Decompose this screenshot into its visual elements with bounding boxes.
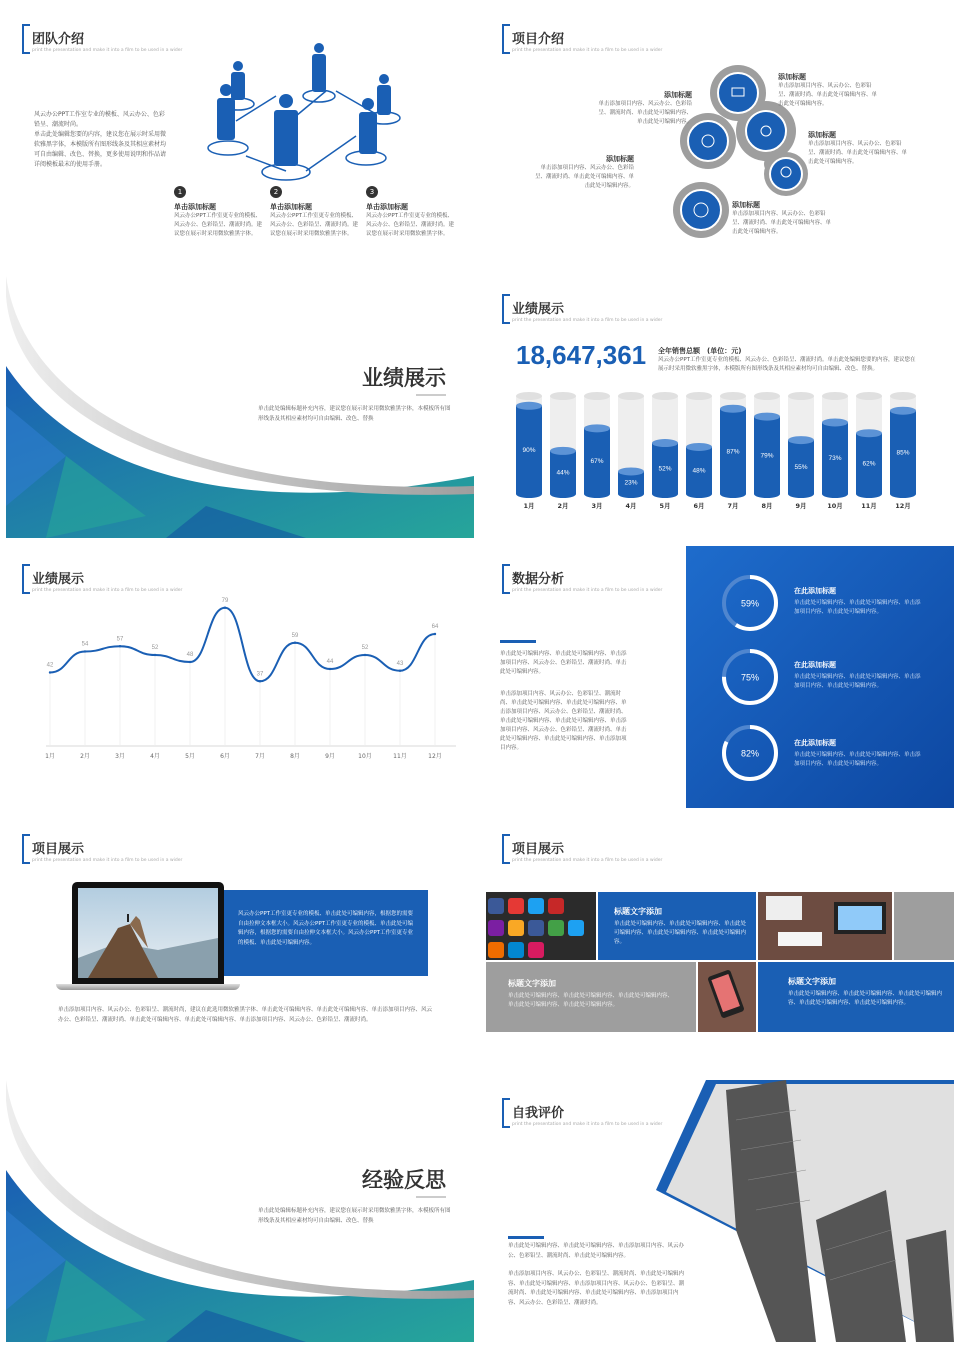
node-text: 单击添加项目内容、风云办公、色彩铅呈、潮流时尚、单击此处可编辑内容、单击此处可编辑内容。: [534, 165, 634, 189]
mountain-photo: [78, 888, 218, 978]
slide-data-analysis: [486, 546, 954, 808]
section-text: 单击此处编辑标题补充内容，建议您在展示时采用微软雅黑字体，本模板所有图形线条及其相应素材均可自由编辑、改色、替换: [258, 406, 451, 422]
slide-title: 团队介绍: [32, 32, 85, 47]
slide-title: 数据分析: [512, 572, 565, 587]
section-title: 业绩展示: [362, 366, 446, 390]
ring-title: 在此添加标题: [794, 661, 836, 669]
slide-title: 自我评价: [512, 1106, 565, 1121]
slide-title: 业绩展示: [512, 302, 565, 317]
slide-subtitle: print the presentation and make it into a film to be used in a wider: [32, 48, 183, 53]
item-title: 单击添加标题: [270, 203, 312, 211]
data-value-label: 79: [221, 597, 229, 604]
bar-base: [890, 490, 916, 498]
bar-category-label: 2月: [557, 502, 569, 510]
node-label-4: [808, 130, 908, 167]
number-badge: 3: [366, 186, 378, 198]
slide-subtitle: print the presentation and make it into a film to be used in a wider: [512, 48, 663, 53]
node-text: 单击添加项目内容、风云办公、色彩铅呈、潮流时尚、单击此处可编辑内容、单击此处可编辑内容。: [598, 101, 692, 125]
bar-category-label: 12月: [895, 502, 911, 510]
bar-track-cap: [754, 392, 780, 400]
data-value-label: 52: [151, 645, 159, 651]
bar-value-label: 87%: [726, 448, 740, 456]
node-title: 添加标题: [606, 155, 634, 163]
slide-title: 项目展示: [32, 842, 85, 857]
box-title: 标题文字添加: [508, 979, 556, 988]
x-tick-label: 1月: [45, 753, 55, 760]
slide-title: 项目展示: [512, 842, 565, 857]
slide-subtitle: print the presentation and make it into a film to be used in a wider: [512, 1122, 663, 1127]
slide-subtitle: print the presentation and make it into a film to be used in a wider: [512, 588, 663, 593]
blue-box-3: [758, 962, 954, 1032]
x-tick-label: 4月: [150, 753, 160, 760]
bar-base: [686, 490, 712, 498]
data-value-label: 57: [116, 636, 124, 643]
header-bracket: [22, 834, 30, 864]
bar-category-label: 3月: [591, 502, 603, 510]
ring-text: 单击此处可编辑内容、单击此处可编辑内容、单击添加项目内容、单击此处可编辑内容。: [794, 600, 921, 615]
blue-text-panel: [218, 890, 428, 976]
slide-self-evaluation: [486, 1080, 954, 1342]
section-title: 经验反思: [362, 1168, 446, 1192]
bar-base: [720, 490, 746, 498]
section-underline: [416, 394, 446, 396]
data-value-label: 54: [81, 641, 89, 648]
bar-cap: [652, 439, 678, 447]
data-point: [119, 645, 121, 647]
ring-title: 在此添加标题: [794, 739, 836, 747]
node-label-1: [596, 90, 692, 127]
monthly-bar-chart: [486, 276, 954, 538]
node-label-5: [732, 200, 832, 237]
x-tick-label: 9月: [325, 753, 335, 760]
x-tick-label: 12月: [428, 753, 442, 760]
bar-cap: [788, 436, 814, 444]
box-text: 单击此处可编辑内容、单击此处可编辑内容、单击此处可编辑内容、单击此处可编辑内容、单击此处可编辑内容。: [788, 991, 943, 1006]
node-title: 添加标题: [778, 73, 806, 81]
bar-category-label: 5月: [659, 502, 671, 510]
data-value-label: 59: [291, 632, 299, 639]
bar-category-label: 10月: [827, 502, 843, 510]
bar-value-label: 67%: [590, 458, 604, 466]
bar-category-label: 9月: [795, 502, 807, 510]
bar-track-cap: [652, 392, 678, 400]
number-badge: 2: [270, 186, 282, 198]
bar-track-cap: [550, 392, 576, 400]
slide-sales-bars: [486, 276, 954, 538]
slide-project-grid: [486, 816, 954, 1078]
node-title: 添加标题: [808, 131, 836, 139]
bar-value-label: 79%: [760, 452, 774, 460]
node-title: 添加标题: [732, 201, 760, 209]
sales-label: 全年销售总额 (单位：元): [658, 347, 742, 355]
data-point: [84, 650, 86, 652]
item-title: 单击添加标题: [366, 203, 408, 211]
node-label-2: [778, 72, 878, 109]
analysis-text-1: 单击此处可编辑内容、单击此处可编辑内容、单击添加项目内容、风云办公、色彩铅呈、潮流时尚、单击此处可编辑内容。: [500, 651, 627, 675]
bar-cap: [856, 429, 882, 437]
node-text: 单击添加项目内容、风云办公、色彩铅呈、潮流时尚、单击此处可编辑内容、单击此处可编辑内容。: [778, 83, 878, 107]
app-icons-image: [486, 892, 596, 960]
bar-cap: [720, 405, 746, 413]
data-point: [364, 654, 366, 656]
item-title: 单击添加标题: [174, 203, 216, 211]
node-title: 添加标题: [664, 91, 692, 99]
bar-value-label: 73%: [828, 455, 842, 463]
bar-track-cap: [584, 392, 610, 400]
slide-subtitle: print the presentation and make it into a film to be used in a wider: [512, 318, 663, 323]
slide-title: 项目介绍: [512, 32, 565, 47]
slide-subtitle: print the presentation and make it into a film to be used in a wider: [512, 858, 663, 863]
gray-block-right: [894, 892, 954, 960]
x-tick-label: 10月: [358, 753, 372, 760]
bar-track-cap: [788, 392, 814, 400]
data-point: [154, 654, 156, 656]
x-tick-label: 2月: [80, 753, 90, 760]
slide-subtitle: print the presentation and make it into a film to be used in a wider: [32, 858, 183, 863]
bar-cap: [890, 407, 916, 415]
bar-cap: [686, 443, 712, 451]
x-tick-label: 5月: [185, 753, 195, 760]
data-value-label: 42: [46, 662, 54, 669]
bar-track-cap: [618, 392, 644, 400]
slide-section-performance: [6, 276, 474, 538]
data-value-label: 43: [396, 660, 404, 667]
bar-track-cap: [516, 392, 542, 400]
phone-image: [698, 962, 756, 1032]
bar-value-label: 52%: [658, 465, 672, 473]
bar-value-label: 90%: [522, 446, 536, 454]
data-point: [329, 668, 331, 670]
data-point: [259, 680, 261, 682]
ring-item-3: [794, 738, 924, 769]
box-text: 单击此处可编辑内容、单击此处可编辑内容、单击此处可编辑内容、单击此处可编辑内容、单击此处可编辑内容。: [614, 921, 747, 945]
team-item-2: [270, 186, 360, 239]
ring-title: 在此添加标题: [794, 587, 836, 595]
x-tick-label: 3月: [115, 753, 125, 760]
x-tick-label: 8月: [290, 753, 300, 760]
item-text: 风云办公PPT工作室更专业的模板、风云办公、色彩铅呈、潮流时尚。建议您在展示时采用微软雅黑字体。: [366, 213, 455, 237]
header-bracket: [502, 564, 510, 594]
box-text: 单击此处可编辑内容、单击此处可编辑内容、单击此处可编辑内容、单击此处可编辑内容、单击此处可编辑内容。: [508, 993, 674, 1008]
analysis-text-2: 单击添加项目内容、风云办公、色彩铅呈、潮流时尚、单击此处可编辑内容、单击此处可编辑内容、单击添加项目内容、风云办公、色彩铅呈、潮流时尚、单击此处可编辑内容、单击此处可编辑内容、单击添加项目内容、风云办公、色彩铅呈、潮流时尚、单击此处可编辑内容、单击此处可编辑内容、单击添加项目内容。: [500, 691, 627, 751]
blue-box-1: [598, 892, 756, 960]
desk-image: [758, 892, 892, 960]
x-tick-label: 7月: [255, 753, 265, 760]
section-underline: [416, 1196, 446, 1198]
blue-panel: [686, 546, 954, 808]
bar-cap: [550, 447, 576, 455]
bar-value-label: 62%: [862, 460, 876, 468]
bar-value-label: 48%: [692, 467, 706, 475]
bar-category-label: 7月: [727, 502, 739, 510]
data-point: [49, 671, 51, 673]
bar-base: [550, 490, 576, 498]
x-tick-label: 11月: [393, 753, 407, 760]
x-tick-label: 6月: [220, 753, 230, 760]
desk-photo: [758, 892, 892, 960]
app-icons-photo: [486, 892, 596, 960]
ring-item-2: [794, 660, 924, 691]
bar-cap: [584, 424, 610, 432]
laptop-mockup: [72, 882, 224, 984]
slide-line-chart: [6, 546, 474, 808]
ring-text: 单击此处可编辑内容、单击此处可编辑内容、单击添加项目内容、单击此处可编辑内容。: [794, 752, 921, 767]
bar-category-label: 6月: [693, 502, 705, 510]
slide-section-reflection: [6, 1080, 474, 1342]
bar-value-label: 44%: [556, 469, 570, 477]
data-value-label: 48: [186, 652, 194, 658]
box-title: 标题文字添加: [788, 977, 836, 986]
bar-base: [822, 490, 848, 498]
slide-subtitle: print the presentation and make it into a film to be used in a wider: [32, 588, 183, 593]
bar-cap: [618, 467, 644, 475]
data-value-label: 37: [256, 671, 264, 678]
slide-project-intro: [486, 6, 954, 268]
monthly-line-chart: [6, 546, 474, 808]
bar-category-label: 8月: [761, 502, 773, 510]
ring-item-1: [794, 586, 924, 617]
accent-line: [508, 1236, 544, 1239]
data-point: [294, 642, 296, 644]
section-text: 单击此处编辑标题补充内容，建议您在展示时采用微软雅黑字体，本模板所有图形线条及其相应素材均可自由编辑、改色、替换: [258, 1208, 451, 1224]
bar-cap: [516, 402, 542, 410]
slide-title: 业绩展示: [32, 572, 85, 587]
bar-track-cap: [822, 392, 848, 400]
data-value-label: 64: [431, 624, 439, 630]
bar-base: [856, 490, 882, 498]
laptop-base: [56, 984, 240, 990]
accent-line: [500, 640, 536, 643]
intro-text: 风云办公PPT工作室专业的模板、风云办公、色彩铅呈、潮流时尚。: [34, 111, 165, 128]
bar-base: [652, 490, 678, 498]
ring-text: 单击此处可编辑内容、单击此处可编辑内容、单击添加项目内容、单击此处可编辑内容。: [794, 674, 921, 689]
ring-percent-label: 82%: [740, 748, 760, 759]
bar-category-label: 4月: [625, 502, 637, 510]
bar-base: [584, 490, 610, 498]
node-text: 单击添加项目内容、风云办公、色彩铅呈、潮流时尚、单击此处可编辑内容、单击此处可编辑内容。: [808, 141, 908, 165]
gray-box-2: [486, 962, 696, 1032]
data-point: [434, 633, 436, 635]
series-line: [50, 608, 435, 682]
bar-category-label: 1月: [523, 502, 535, 510]
slide-project-laptop: [6, 816, 474, 1078]
bar-base: [788, 490, 814, 498]
item-text: 风云办公PPT工作室更专业的模板、风云办公、色彩铅呈、潮流时尚。建议您在展示时采用微软雅黑字体。: [174, 213, 263, 237]
eval-text-1: 单击此处可编辑内容、单击此处可编辑内容、单击添加项目内容、风云办公、色彩铅呈、潮流时尚、单击此处可编辑内容。: [508, 1243, 685, 1259]
bar-base: [516, 490, 542, 498]
bar-value-label: 85%: [896, 449, 910, 457]
node-label-3: [534, 154, 634, 191]
bar-cap: [822, 418, 848, 426]
bar-track-cap: [720, 392, 746, 400]
number-badge: 1: [174, 186, 186, 198]
bar-track-cap: [686, 392, 712, 400]
sales-desc: 风云办公PPT工作室更专业的模板、风云办公、色彩铅呈、潮流时尚。单击此处编辑您要的内容，建议您在展示时采用微软雅黑字体，本模版所有图形线条及其相应素材均可自由编辑、改色、替换。: [658, 357, 916, 372]
panel-text: 风云办公PPT工作室更专业的模板、单击此处可编辑内容，根据您的需要自由拉伸文本框大小。风云办公PPT工作室更专业的模板、单击此处可编辑内容，根据您的需要自由拉伸文本框大小。风云办公PPT工作室更专业的模板、单击此处可编辑内容。: [238, 911, 413, 946]
item-text: 风云办公PPT工作室更专业的模板、风云办公、色彩铅呈、潮流时尚。建议您在展示时采用微软雅黑字体。: [270, 213, 359, 237]
team-item-3: [366, 186, 458, 239]
bar-track-cap: [890, 392, 916, 400]
team-item-1: [174, 186, 264, 239]
header-bracket: [502, 834, 510, 864]
bar-base: [618, 490, 644, 498]
data-point: [189, 661, 191, 663]
bar-base: [754, 490, 780, 498]
sales-total: 18,647,361: [516, 340, 647, 370]
bar-category-label: 11月: [861, 502, 877, 510]
eval-text-2: 单击添加项目内容、风云办公、色彩铅呈、潮流时尚、单击此处可编辑内容、单击此处可编辑内容、单击添加项目内容、风云办公、色彩铅呈、潮流时尚、单击此处可编辑内容、单击此处可编辑内容、单击添加项目内容、风云办公、色彩铅呈、潮流时尚。: [508, 1271, 685, 1306]
bottom-text: 单击添加项目内容、风云办公、色彩铅呈、潮流时尚，建议在此选用微软雅黑字体、单击此处可编辑内容、单击此处可编辑内容、单击添加项目内容、风云办公、色彩铅呈、潮流时尚、单击此处可编辑内容、单击此处可编辑内容、单击添加项目内容、风云办公、色彩铅呈、潮流时尚。: [58, 1007, 433, 1023]
ring-percent-label: 75%: [740, 672, 760, 683]
data-point: [399, 670, 401, 672]
box-title: 标题文字添加: [614, 907, 662, 916]
data-value-label: 44: [326, 659, 334, 665]
data-point: [224, 607, 226, 609]
bar-value-label: 23%: [624, 479, 638, 487]
intro-text-2: 单击此处编辑您要的内容，建议您在展示时采用微软雅黑字体，本模版所有图形线条及其相应素材均可自由编辑、改色、替换，更多使用说明和作品请详阅模板最末的使用手册。: [34, 131, 167, 168]
node-text: 单击添加项目内容、风云办公、色彩铅呈、潮流时尚、单击此处可编辑内容、单击此处可编辑内容。: [732, 211, 832, 235]
phone-photo: [698, 962, 756, 1032]
ring-percent-label: 59%: [740, 598, 760, 609]
bar-value-label: 55%: [794, 464, 808, 472]
bar-track-cap: [856, 392, 882, 400]
data-value-label: 52: [361, 645, 369, 651]
slide-team-intro: [6, 6, 474, 268]
bar-cap: [754, 413, 780, 421]
